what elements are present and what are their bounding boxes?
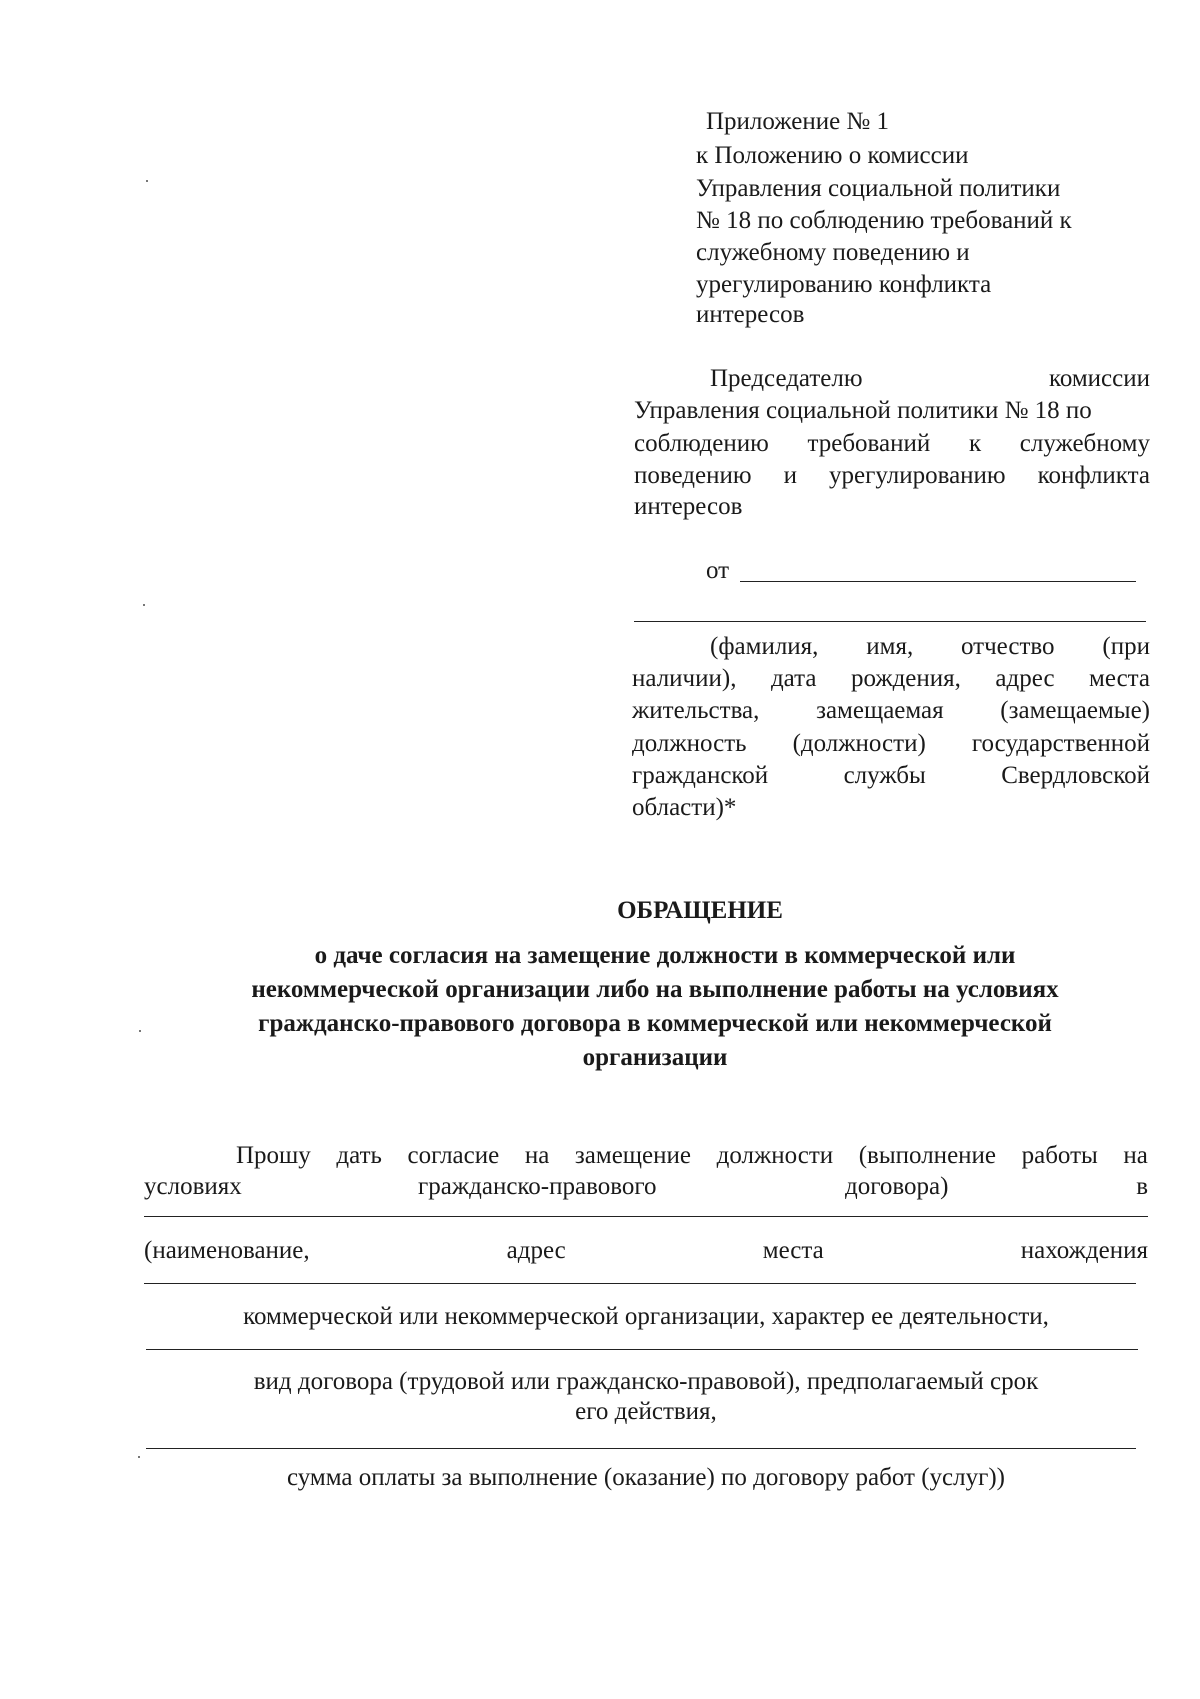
- addressee-word: к: [968, 430, 982, 457]
- hint-word: нахождения: [1020, 1237, 1148, 1264]
- sender-note-word: Свердловской: [1001, 762, 1150, 789]
- blank-line: [146, 1448, 1136, 1449]
- sender-note-word: (должности): [792, 730, 926, 757]
- addressee-word: конфликта: [1037, 462, 1150, 489]
- sender-note-line: [710, 632, 1150, 662]
- appendix-line: интересов: [696, 301, 805, 328]
- sender-note-word: (замещаемые): [1000, 697, 1150, 724]
- sender-note-word: дата: [770, 665, 817, 692]
- from-blank-line: [634, 621, 1146, 622]
- blank-line: [146, 1349, 1138, 1350]
- body-word: на: [1123, 1142, 1148, 1169]
- body-word: условиях: [144, 1173, 242, 1200]
- hint-line: сумма оплаты за выполнение (оказание) по договору работ (услуг)): [286, 1464, 1006, 1491]
- body-word: замещение: [574, 1142, 691, 1169]
- addressee-line: [634, 429, 1150, 459]
- body-word: в: [1136, 1173, 1148, 1200]
- appendix-line: к Положению о комиссии: [696, 142, 969, 169]
- body-word: договора): [845, 1173, 949, 1200]
- addressee-word: Председателю: [710, 365, 863, 392]
- hint-line: коммерческой или некоммерческой организации, характер ее деятельности,: [243, 1303, 1049, 1330]
- body-line: [236, 1141, 1148, 1171]
- body-word: работы: [1021, 1142, 1098, 1169]
- appendix-title: Приложение № 1: [706, 108, 890, 135]
- body-word: (выполнение: [858, 1142, 997, 1169]
- from-label: от: [706, 557, 730, 584]
- subtitle-line: организации: [582, 1044, 728, 1071]
- addressee-word: поведению: [634, 462, 752, 489]
- appendix-line: урегулированию конфликта: [696, 271, 992, 298]
- body-word: дать: [336, 1142, 382, 1169]
- body-word: должности: [716, 1142, 834, 1169]
- appendix-line: служебному поведению и: [696, 239, 970, 266]
- addressee-line: Управления социальной политики № 18 по: [634, 397, 1092, 424]
- sender-note-word: имя,: [866, 633, 914, 660]
- addressee-line: [710, 364, 1150, 394]
- body-line: [144, 1172, 1148, 1202]
- body-word: согласие: [407, 1142, 500, 1169]
- sender-note-word: (фамилия,: [710, 633, 819, 660]
- subtitle-line: гражданско-правового договора в коммерческой или некоммерческой: [258, 1010, 1052, 1037]
- subtitle-line: некоммерческой организации либо на выполнение работы на условиях: [251, 976, 1059, 1003]
- addressee-word: соблюдению: [634, 430, 769, 457]
- body-word: гражданско-правового: [418, 1173, 657, 1200]
- scan-speck: [143, 604, 145, 606]
- sender-note-word: места: [1089, 665, 1150, 692]
- sender-note-line: [632, 729, 1150, 759]
- hint-line: [144, 1236, 1148, 1266]
- hint-word: адрес: [506, 1237, 566, 1264]
- sender-note-word: гражданской: [632, 762, 769, 789]
- addressee-line: [634, 461, 1150, 491]
- sender-note-line: области)*: [632, 794, 737, 821]
- appendix-line: № 18 по соблюдению требований к: [696, 207, 1072, 234]
- sender-note-word: отчество: [961, 633, 1055, 660]
- sender-note-word: должность: [632, 730, 747, 757]
- hint-word: (наименование,: [144, 1237, 310, 1264]
- addressee-word: урегулированию: [828, 462, 1006, 489]
- document-title: ОБРАЩЕНИЕ: [617, 897, 783, 924]
- sender-note-word: замещаемая: [816, 697, 944, 724]
- sender-note-word: жительства,: [632, 697, 760, 724]
- hint-line: его действия,: [575, 1398, 717, 1425]
- hint-line: вид договора (трудовой или гражданско-правовой), предполагаемый срок: [253, 1368, 1039, 1395]
- body-word: Прошу: [236, 1142, 311, 1169]
- blank-line: [144, 1216, 1148, 1217]
- body-word: на: [524, 1142, 550, 1169]
- sender-note-word: службы: [843, 762, 926, 789]
- addressee-word: служебному: [1019, 430, 1150, 457]
- sender-note-word: наличии),: [632, 665, 737, 692]
- hint-word: места: [762, 1237, 824, 1264]
- appendix-line: Управления социальной политики: [696, 175, 1061, 202]
- sender-note-line: [632, 696, 1150, 726]
- addressee-word: требований: [807, 430, 931, 457]
- sender-note-word: государственной: [971, 730, 1150, 757]
- from-blank-line: [740, 581, 1136, 582]
- scan-speck: [138, 1456, 140, 1458]
- sender-note-word: адрес: [995, 665, 1055, 692]
- addressee-word: и: [783, 462, 797, 489]
- addressee-line: интересов: [634, 493, 743, 520]
- sender-note-word: рождения,: [850, 665, 961, 692]
- sender-note-line: [632, 761, 1150, 791]
- blank-line: [144, 1283, 1136, 1284]
- scan-speck: [146, 180, 148, 182]
- subtitle-line: о даче согласия на замещение должности в коммерческой или: [314, 942, 1016, 969]
- sender-note-line: [632, 664, 1150, 694]
- sender-note-word: (при: [1102, 633, 1150, 660]
- addressee-word: комиссии: [1048, 365, 1150, 392]
